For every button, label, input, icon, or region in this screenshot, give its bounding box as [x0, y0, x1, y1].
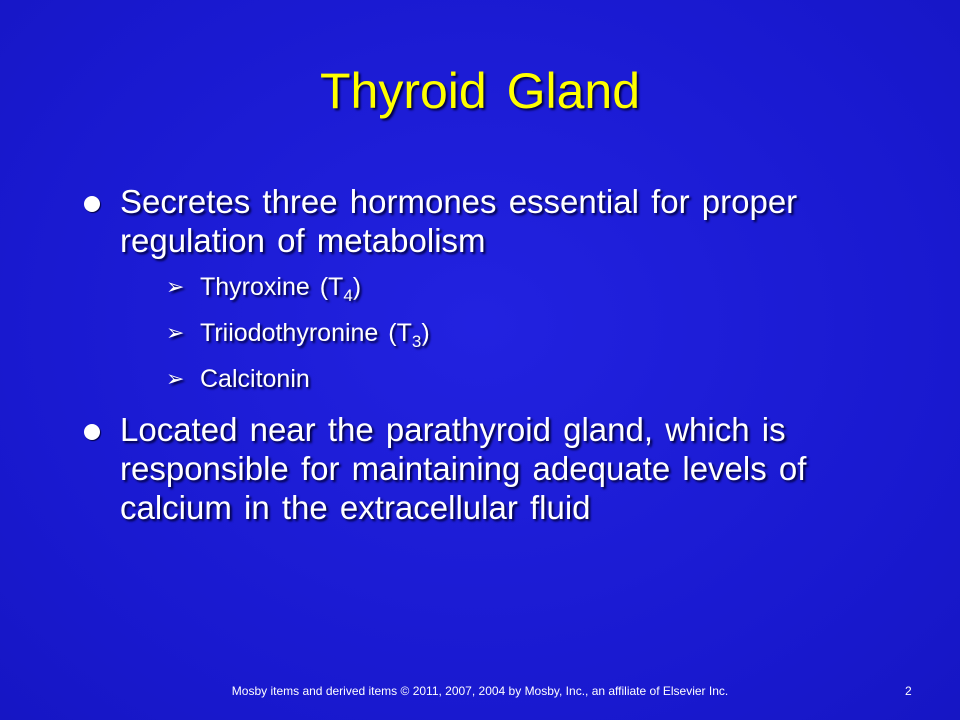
round-bullet-icon — [84, 424, 100, 440]
page-number: 2 — [905, 684, 912, 698]
sub-item-suffix: ) — [352, 273, 362, 301]
round-bullet-icon — [84, 196, 100, 212]
sub-item-thyroxine — [160, 272, 898, 305]
bullet-item-location — [78, 410, 898, 527]
sub-item-calcitonin — [160, 364, 898, 394]
sub-bullet-list — [120, 272, 898, 394]
sub-item-text: Triiodothyronine (T — [200, 319, 412, 347]
slide-title: Thyroid Gland — [319, 63, 641, 119]
sub-item-subscript: 4 — [343, 286, 353, 305]
sub-item-text: Thyroxine (T — [200, 273, 344, 301]
bullet-text: Secretes three hormones essential for proper regulation of metabolism — [120, 183, 798, 259]
arrowhead-bullet-icon: ➢ — [166, 274, 185, 299]
bullet-text: Located near the parathyroid gland, which is responsible for maintaining adequate levels of calcium in the extracellular fluid — [120, 411, 807, 526]
bullet-item-hormones — [78, 182, 898, 394]
arrowhead-bullet-icon: ➢ — [166, 366, 185, 391]
sub-item-subscript: 3 — [411, 332, 422, 351]
sub-item-text: Calcitonin — [200, 365, 310, 393]
copyright-footer: Mosby items and derived items © 2011, 2007, 2004 by Mosby, Inc., an affiliate of Elsevier Inc. — [231, 684, 729, 698]
slide-content — [78, 182, 898, 527]
arrowhead-bullet-icon: ➢ — [166, 320, 185, 345]
sub-item-suffix: ) — [421, 319, 430, 347]
sub-item-triiodothyronine — [160, 318, 898, 351]
